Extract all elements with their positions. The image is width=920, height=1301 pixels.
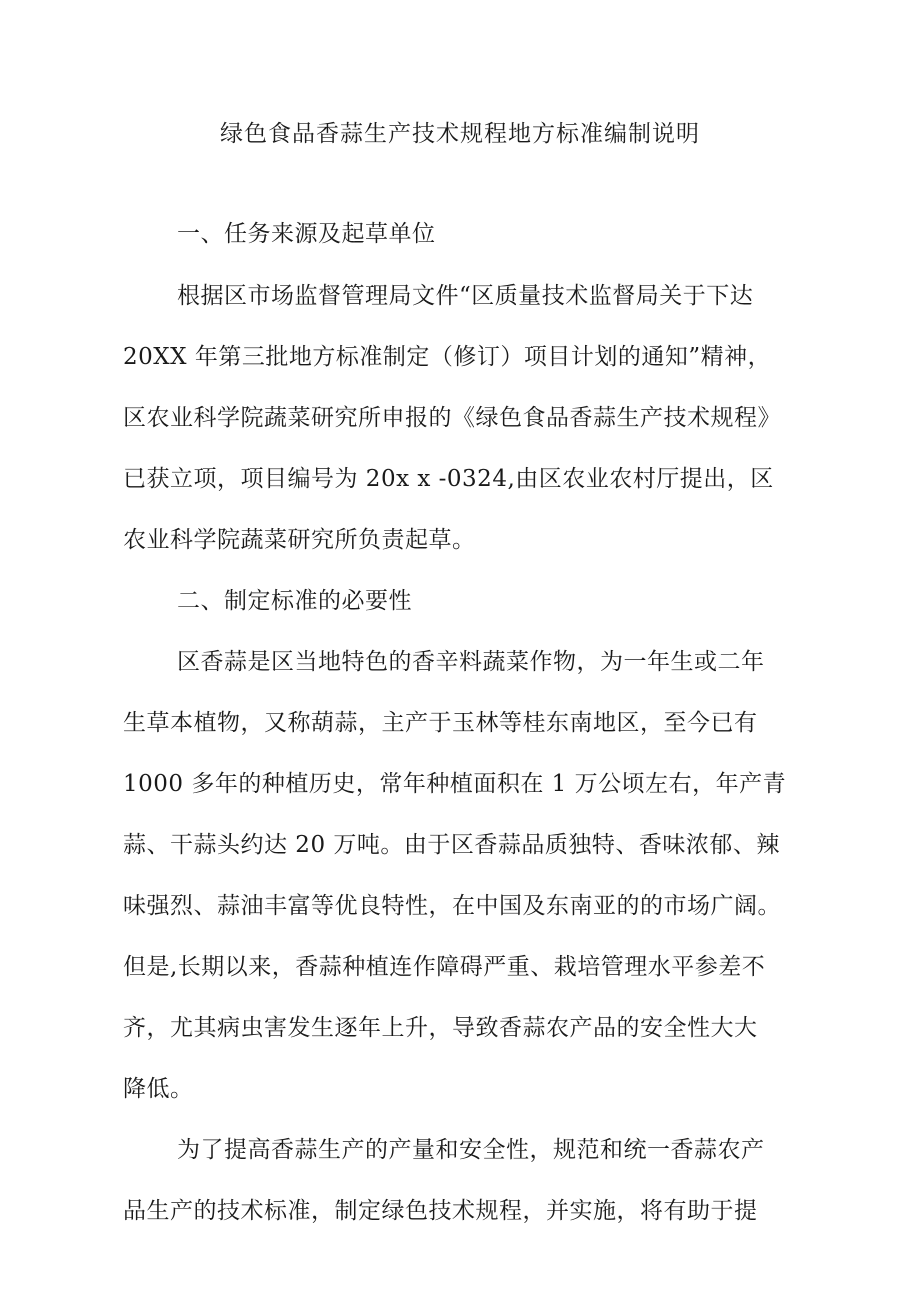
document-title: 绿色食品香蒜生产技术规程地方标准编制说明 (220, 121, 700, 147)
paragraph-line: 1000 多年的种植历史，常年种植面积在 1 万公顷左右，年产青 (123, 771, 787, 797)
paragraph-line: 区农业科学院蔬菜研究所申报的《绿色食品香蒜生产技术规程》 (123, 405, 781, 431)
paragraph-line: 降低。 (123, 1076, 194, 1102)
paragraph-line: 区香蒜是区当地特色的香辛料蔬菜作物，为一年生或二年 (177, 649, 765, 675)
paragraph-line: 但是,长期以来，香蒜种植连作障碍严重、栽培管理水平参差不 (123, 954, 766, 980)
paragraph-line: 蒜、干蒜头约达 20 万吨。由于区香蒜品质独特、香味浓郁、辣 (123, 832, 780, 858)
paragraph-line: 农业科学院蔬菜研究所负责起草。 (123, 527, 476, 553)
paragraph-line: 已获立项，项目编号为 20x x -0324,由区农业农村厅提出，区 (123, 466, 774, 492)
paragraph-line: 齐，尤其病虫害发生逐年上升，导致香蒜农产品的安全性大大 (123, 1015, 758, 1041)
section-heading-task-source: 一、任务来源及起草单位 (177, 221, 436, 247)
paragraph-line: 味强烈、蒜油丰富等优良特性，在中国及东南亚的的市场广阔。 (123, 893, 781, 919)
paragraph-line: 为了提高香蒜生产的产量和安全性，规范和统一香蒜农产 (177, 1137, 765, 1163)
paragraph-line: 生草本植物，又称葫蒜，主产于玉林等桂东南地区，至今已有 (123, 710, 758, 736)
paragraph-line: 品生产的技术标准，制定绿色技术规程，并实施，将有助于提 (123, 1198, 758, 1224)
paragraph-line: 根据区市场监督管理局文件“区质量技术监督局关于下达 (177, 283, 754, 309)
section-heading-necessity: 二、制定标准的必要性 (177, 588, 412, 614)
paragraph-line: 20XX 年第三批地方标准制定（修订）项目计划的通知”精神， (123, 344, 772, 370)
